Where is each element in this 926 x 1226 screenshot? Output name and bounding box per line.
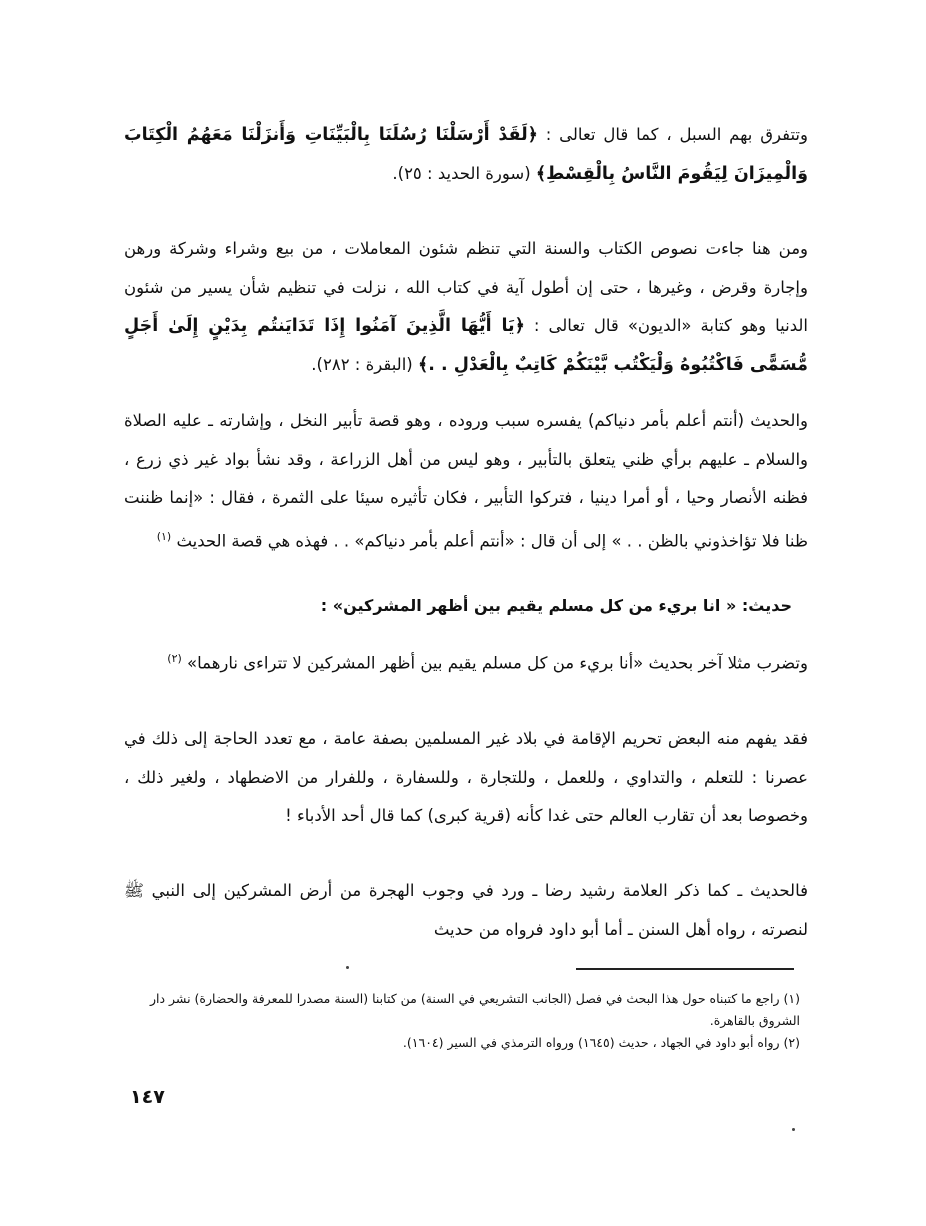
paragraph-6 <box>124 872 808 949</box>
footnotes <box>124 988 800 1054</box>
paragraph-1 <box>124 116 808 193</box>
footnote-divider <box>576 968 794 970</box>
paragraph-2 <box>124 230 808 384</box>
paragraph-6-text: فالحديث ـ كما ذكر العلامة رشيد رضا ـ ورد في وجوب الهجرة من أرض المشركين إلى النبي ﷺ لنصرته ، رواه أهل السنن ـ أما أبو داود فرواه من حديث <box>124 881 808 939</box>
quran-reference-baqara: (البقرة : ٢٨٢). <box>311 354 413 374</box>
paragraph-3-text: والحديث (أنتم أعلم بأمر دنياكم) يفسره سبب وروده ، وهو قصة تأبير النخل ، وإشارته ـ عليه الصلاة والسلام ـ عليهم برأي ظني يتعلق بالتأبير ، وهو ليس من أهل الزراعة ، وقد نشأ بواد غير ذي زرع ، فظنه الأنصار وحيا ، أو أمرا دينيا ، فتركوا التأبير ، فكان تأثيره سيئا على الثمرة ، فقال : «إنما ظننت ظنا فلا تؤاخذوني بالظن . . » إلى أن قال : «أنتم أعلم بأمر دنياكم» . . فهذه هي قصة الحديث <box>124 411 808 550</box>
paragraph-5 <box>124 720 808 836</box>
page-number: ١٤٧ <box>130 1086 165 1108</box>
paragraph-4-text: وتضرب مثلا آخر بحديث «أنا بريء من كل مسلم يقيم بين أظهر المشركين لا تتراءى نارهما» <box>187 653 808 673</box>
footnote-marker-2: (٢) <box>167 652 182 665</box>
quran-verse-hadid: ﴿لَقَدْ أَرْسَلْنَا رُسُلَنَا بِالْبَيِّنَاتِ وَأَنزَلْنَا مَعَهُمُ الْكِتَابَ وَالْمِيزَانَ لِيَقُومَ النَّاسُ بِالْقِسْطِ﴾ <box>124 125 808 184</box>
paragraph-4 <box>124 640 808 683</box>
paragraph-2-intro: ومن هنا جاءت نصوص الكتاب والسنة التي تنظم شئون المعاملات ، من بيع وشراء وشركة ورهن وإجارة وقرض ، وغيرها ، حتى إن أطول آية في كتاب الله ، نزلت في تنظيم شأن يسير من شئون الدنيا وهو كتابة «الديون» قال تعالى : <box>124 239 808 335</box>
quran-verse-baqara: ﴿يَا أَيُّهَا الَّذِينَ آمَنُوا إِذَا تَدَايَنتُم بِدَيْنٍ إِلَىٰ أَجَلٍ مُّسَمًّى فَاكْتُبُوهُ وَلْيَكْتُب بَّيْنَكُمْ كَاتِبٌ بِالْعَدْلِ . .﴾ <box>124 316 808 375</box>
footnote-1: (١) راجع ما كتبناه حول هذا البحث في فصل (الجانب التشريعي في السنة) من كتابنا (السنة مصدرا للمعرفة والحضارة) نشر دار الشروق بالقاهرة. <box>149 991 800 1028</box>
scan-speck <box>792 1128 795 1131</box>
quran-reference-hadid: (سورة الحديد : ٢٥). <box>392 163 531 183</box>
footnote-2: (٢) رواه أبو داود في الجهاد ، حديث (١٦٤٥) ورواه الترمذي في السير (١٦٠٤). <box>402 1035 800 1050</box>
footnote-marker-1: (١) <box>156 529 172 543</box>
section-heading: حديث: « انا بريء من كل مسلم يقيم بين أظهر المشركين» : <box>320 596 792 615</box>
paragraph-1-intro: وتتفرق بهم السبل ، كما قال تعالى : <box>545 125 808 144</box>
scan-speck <box>346 966 349 969</box>
paragraph-3 <box>124 402 808 561</box>
paragraph-5-text: فقد يفهم منه البعض تحريم الإقامة في بلاد غير المسلمين بصفة عامة ، مع تعدد الحاجة إلى ذلك في عصرنا : للتعلم ، والتداوي ، وللعمل ، وللتجارة ، وللسفارة ، وللفرار من الاضطهاد ، ولغير ذلك ، وخصوصا بعد أن تقارب العالم حتى غدا كأنه (قرية كبرى) كما قال أحد الأدباء ! <box>124 729 808 825</box>
